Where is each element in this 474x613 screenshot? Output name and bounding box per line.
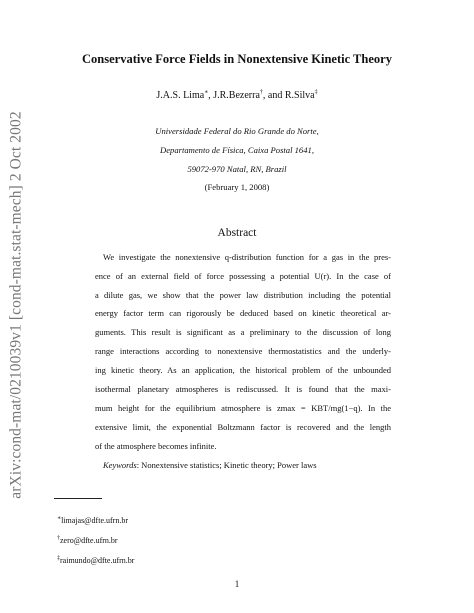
author-name: J.R.Bezerra [213, 90, 260, 101]
affiliation-line: 59072-970 Natal, RN, Brazil [187, 164, 287, 174]
footnote-mark: ‡ [57, 555, 60, 562]
footnote-email: zero@dfte.ufrn.br [60, 536, 118, 545]
paper-date: (February 1, 2008) [204, 182, 270, 192]
author-separator: , [208, 90, 214, 101]
abstract-line: We investigate the nonextensive q-distribution function for a gas in the pres- [103, 252, 391, 262]
author-name: J.A.S. Lima [156, 90, 205, 101]
abstract-line: a dilute gas, we show that the power law distribution including the potential [95, 290, 391, 300]
affiliation-line: Universidade Federal do Rio Grande do Norte, [155, 126, 319, 136]
keywords-label: Keywords [103, 460, 137, 470]
arxiv-stamp [0, 95, 34, 515]
footnote-rule [54, 498, 102, 499]
paper-title: Conservative Force Fields in Nonextensive Kinetic Theory [82, 52, 392, 66]
abstract-line: energy factor term can rigorously be deduced based on kinetic theoretical ar- [95, 308, 391, 318]
footnote [57, 556, 134, 565]
author-list [0, 90, 474, 101]
footnote-email: limajas@dfte.ufrn.br [61, 516, 128, 525]
abstract-heading: Abstract [217, 227, 257, 239]
abstract-line: ing kinetic theory. As an application, the historical problem of the unbounded [95, 365, 391, 375]
abstract-line: ence of an external field of force possessing a potential U(r). In the case of [95, 271, 391, 281]
abstract-line: of the atmosphere becomes infinite. [95, 441, 217, 451]
keywords-text: : Nonextensive statistics; Kinetic theory; Power laws [136, 460, 317, 470]
arxiv-stamp-text: arXiv:cond-mat/0210039v1 [cond-mat.stat-mech] 2 Oct 2002 [8, 111, 25, 499]
abstract-line: mum height for the equilibrium atmosphere is zmax = KBT/mg(1−q). In the [95, 403, 391, 413]
footnote [57, 536, 118, 545]
affiliation-line: Departamento de Física, Caixa Postal 1641, [160, 145, 314, 155]
footnote-email: raimundo@dfte.ufrn.br [60, 556, 135, 565]
page-number: 1 [234, 579, 240, 589]
author-name: R.Silva [284, 90, 315, 101]
author-separator: , and [262, 90, 285, 101]
abstract-line: range interactions according to nonextensive thermostatistics and the underly- [95, 346, 391, 356]
footnote-mark: ∗ [57, 515, 62, 522]
author-mark: ∗ [204, 89, 209, 96]
abstract-line: extensive limit, the exponential Boltzmann factor is recovered and the length [95, 422, 391, 432]
author-mark: ‡ [314, 89, 318, 96]
abstract-line: guments. This result is significant as a preliminary to the discussion of long [95, 327, 391, 337]
abstract-line: isothermal planetary atmospheres is rediscussed. It is found that the maxi- [95, 384, 391, 394]
keywords [103, 460, 317, 470]
footnote [57, 516, 128, 525]
footnote-mark: † [57, 535, 60, 542]
author-mark: † [259, 89, 263, 96]
